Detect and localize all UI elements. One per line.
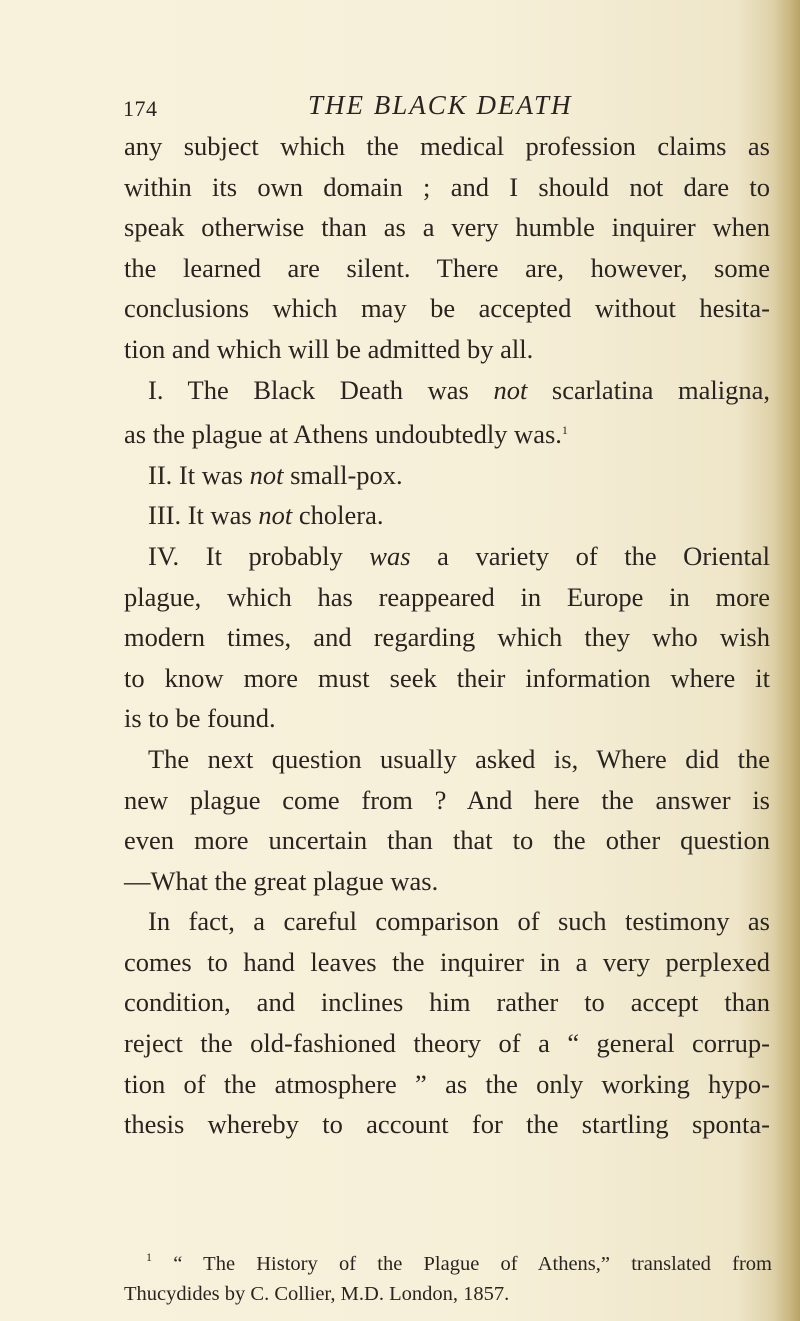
text-line: —What the great plague was. [124,865,439,896]
list-item-text: II. It was [148,459,250,490]
text-line: comes to hand leaves the inquirer in a very perplexed [124,946,770,977]
list-item-text: scarlatina maligna, [527,374,771,405]
footnote-reference: 1 [561,423,568,438]
text-line: the learned are silent. There are, however, some [124,252,770,283]
emphasis: not [258,500,293,531]
list-item-1 [124,370,770,411]
text-line: any subject which the medical profession claims as [124,131,770,161]
list-item-3 [124,495,770,536]
footnote-marker: 1 [146,1250,152,1264]
list-item-text: I. The Black Death was [148,374,494,405]
emphasis: not [493,374,528,405]
text-line: conclusions which may be accepted without hesita- [124,293,770,324]
page-edge-shadow [772,0,800,1321]
page-number: 174 [123,96,158,121]
text-line: reject the old-fashioned theory of a “ general corrup- [124,1028,770,1059]
list-item-text: cholera. [292,500,384,531]
list-item-4 [124,536,770,577]
list-item-text: III. It was [148,500,259,531]
footnote-line: Thucydides by C. Collier, M.D. London, 1857. [124,1283,510,1305]
text-line: to know more must seek their information where it [124,662,770,693]
emphasis: not [249,459,284,490]
text-line: plague, which has reappeared in Europe in more [124,581,770,612]
text-line: speak otherwise than as a very humble inquirer when [124,212,770,243]
text-line: is to be found. [124,703,276,734]
text-line: modern times, and regarding which they who wish [124,622,770,653]
text-line: In fact, a careful comparison of such testimony as [148,906,770,937]
text-line: new plague come from ? And here the answer is [124,784,770,815]
text-line: within its own domain ; and I should not dare to [124,171,770,202]
emphasis: was [369,540,411,571]
list-item-text: as the plague at Athens undoubtedly was. [124,419,562,450]
text-line: The next question usually asked is, Where did the [148,743,770,774]
footnote-line [124,1242,772,1279]
list-item-text: a variety of the Oriental [410,540,771,571]
text-line: condition, and inclines him rather to accept than [124,987,770,1018]
footnote [124,1242,772,1309]
body-text [124,126,770,1145]
text-line: thesis whereby to account for the startling sponta- [124,1109,770,1140]
text-line: even more uncertain than that to the other question [124,825,770,856]
list-item-2 [124,455,770,496]
footnote-text: “ The History of the Plague of Athens,” translated from [173,1253,772,1275]
text-line: tion and which will be admitted by all. [124,333,534,364]
list-item-text: IV. It probably [148,540,370,571]
list-item-text: small-pox. [283,459,403,490]
running-head: THE BLACK DEATH [308,90,573,120]
text-line [124,410,770,455]
page-header [0,84,800,124]
text-line: tion of the atmosphere ” as the only working hypo- [124,1068,770,1099]
